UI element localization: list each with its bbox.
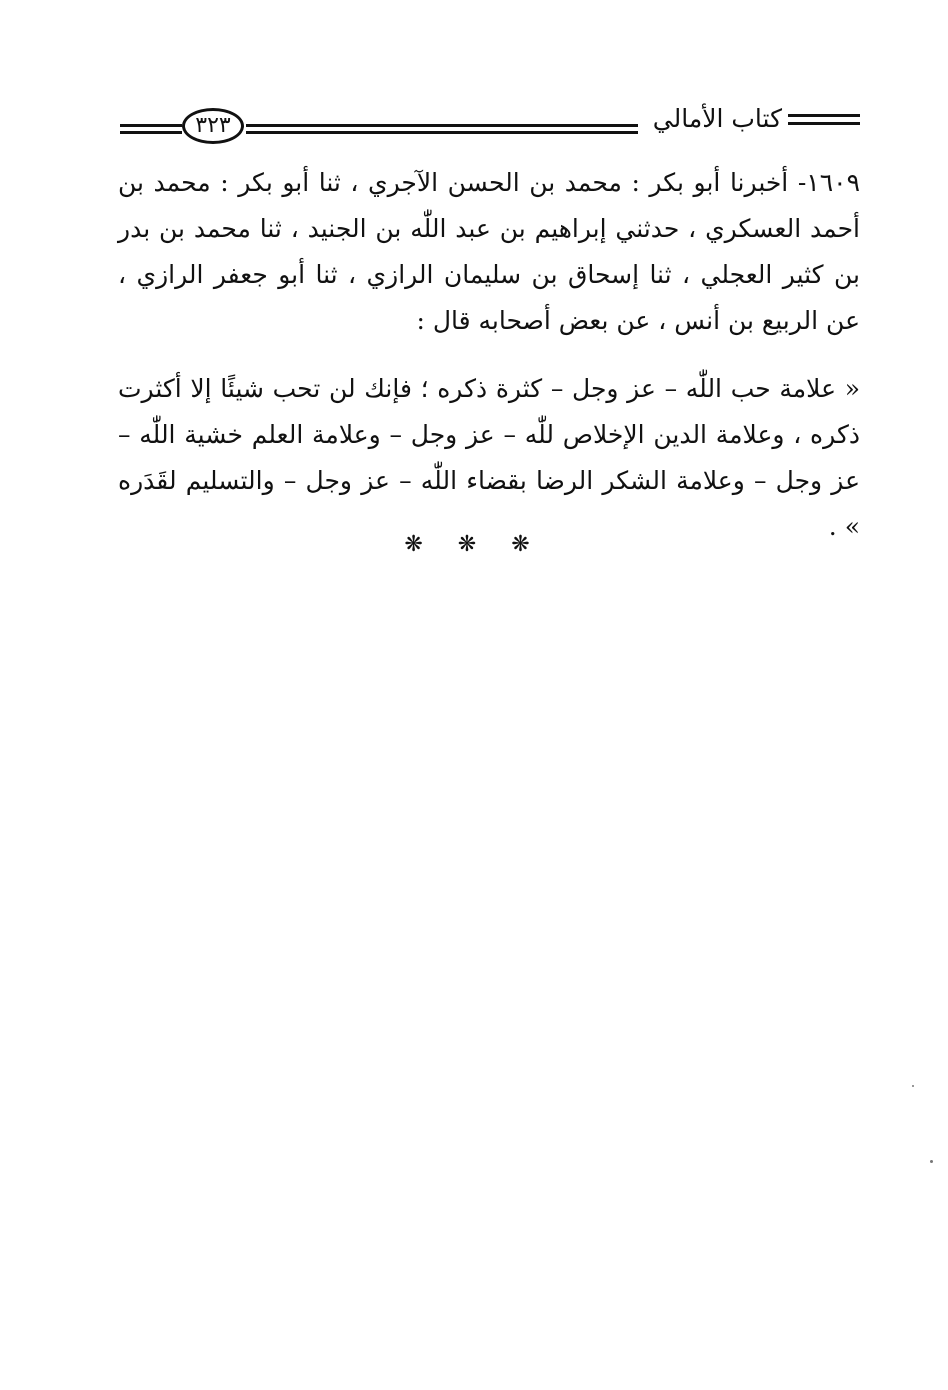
header-rule [788,122,860,125]
page-number: ٣٢٣ [182,108,244,144]
header-rule [788,114,860,117]
section-separator: ❋ ❋ ❋ [404,532,544,557]
header-rule [246,131,638,134]
main-text [118,160,860,550]
scan-speck [930,1160,933,1163]
header-title: كتاب الأمالي [652,104,782,133]
header-rule [246,124,638,127]
header-rule [120,131,182,134]
header-rule [120,124,182,127]
running-header [120,100,860,150]
scan-speck [912,1085,914,1087]
hadith-isnad-paragraph: ١٦٠٩- أخبرنا أبو بكر : محمد بن الحسن الآجري ، ثنا أبو بكر : محمد بن أحمد العسكري ، حدثني إبراهيم بن عبد اللّٰه بن الجنيد ، ثنا محمد بن بدر بن كثير العجلي ، ثنا إسحاق بن سليمان الرازي ، ثنا أبو جعفر الرازي ، عن الربيع بن أنس ، عن بعض أصحابه قال : [118,168,860,335]
hadith-matn-paragraph: « علامة حب اللّٰه – عز وجل – كثرة ذكره ؛ فإنك لن تحب شيئًا إلا أكثرت ذكره ، وعلامة الدين الإخلاص للّٰه – عز وجل – وعلامة العلم خشية اللّٰه – عز وجل – وعلامة الشكر الرضا بقضاء اللّٰه – عز وجل – والتسليم لقَدَره » . [118,374,860,541]
